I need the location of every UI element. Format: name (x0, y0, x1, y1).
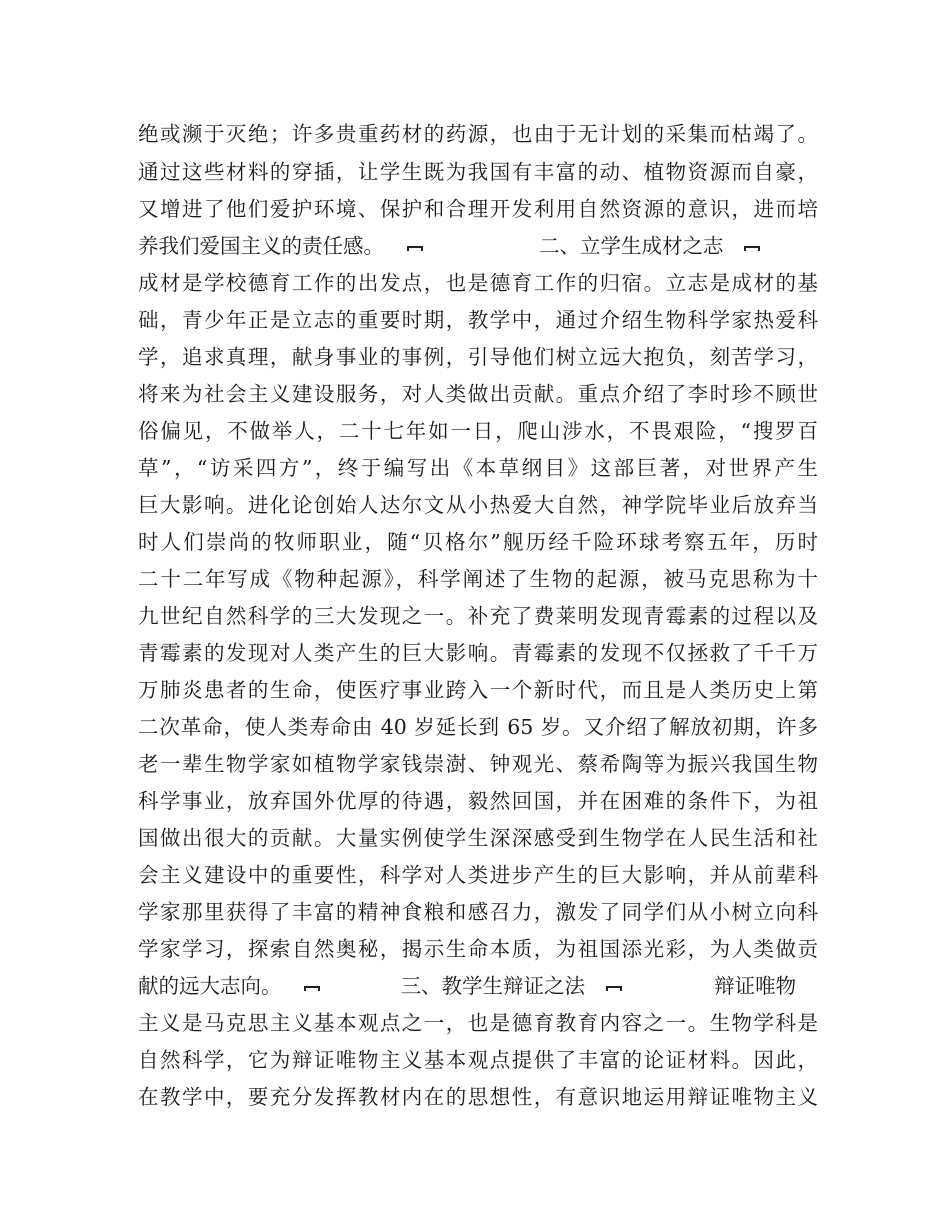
section-mark-icon (407, 241, 425, 255)
text-line: 老一辈生物学家如植物学家钱崇澍、钟观光、蔡希陶等为振兴我国生物 (138, 752, 818, 776)
text-segment: 献的远大志向。 (138, 974, 282, 998)
text-line: 二十二年写成《物种起源》，科学阐述了生物的起源，被马克思称为十 (138, 567, 818, 591)
text-line: 会主义建设中的重要性，科学对人类进步产生的巨大影响，并从前辈科 (138, 863, 818, 887)
text-line: 主义是马克思主义基本观点之一，也是德育教育内容之一。生物学科是 (138, 1011, 818, 1035)
section-mark-icon (606, 981, 624, 995)
text-line: 通过这些材料的穿插，让学生既为我国有丰富的动、植物资源而自豪， (138, 160, 818, 184)
section-heading: 三、教学生辩证之法 (400, 974, 586, 998)
text-line: 自然科学，它为辩证唯物主义基本观点提供了丰富的论证材料。因此， (138, 1048, 818, 1072)
text-line: 将来为社会主义建设服务，对人类做出贡献。重点介绍了李时珍不顾世 (138, 382, 818, 406)
section-heading: 二、立学生成材之志 (539, 234, 724, 258)
text-line-with-heading (138, 968, 818, 1004)
text-line: 绝或濒于灭绝；许多贵重药材的药源，也由于无计划的采集而枯竭了。 (138, 122, 818, 146)
section-mark-icon (304, 981, 322, 995)
text-line: 在教学中，要充分发挥教材内在的思想性，有意识地运用辩证唯物主义 (138, 1085, 818, 1109)
text-line: 础，青少年正是立志的重要时期，教学中，通过介绍生物科学家热爱科 (138, 308, 818, 332)
text-segment: 养我们爱国主义的责任感。 (138, 234, 384, 258)
text-line: 又增进了他们爱护环境、保护和合理开发利用自然资源的意识，进而培 (138, 197, 818, 221)
text-segment: 辩证唯物 (714, 974, 797, 998)
text-line: 青霉素的发现对人类产生的巨大影响。青霉素的发现不仅拯救了千千万 (138, 641, 818, 665)
section-mark-icon (744, 241, 762, 255)
text-line: 草”，“访采四方”，终于编写出《本草纲目》这部巨著，对世界产生 (138, 456, 818, 480)
text-line: 万肺炎患者的生命，使医疗事业跨入一个新时代，而且是人类历史上第 (138, 678, 818, 702)
text-line: 巨大影响。进化论创始人达尔文从小热爱大自然，神学院毕业后放弃当 (138, 493, 818, 517)
text-line: 学，追求真理，献身事业的事例，引导他们树立远大抱负，刻苦学习， (138, 345, 818, 369)
text-line: 俗偏见，不做举人，二十七年如一日，爬山涉水，不畏艰险，“搜罗百 (138, 419, 818, 443)
text-line-with-heading (138, 228, 818, 264)
text-line: 学家学习，探索自然奥秘，揭示生命本质，为祖国添光彩，为人类做贡 (138, 937, 818, 961)
text-line: 二次革命，使人类寿命由 40 岁延长到 65 岁。又介绍了解放初期，许多 (138, 715, 818, 739)
text-line: 学家那里获得了丰富的精神食粮和感召力，激发了同学们从小树立向科 (138, 900, 818, 924)
text-line: 九世纪自然科学的三大发现之一。补充了费莱明发现青霉素的过程以及 (138, 604, 818, 628)
text-line: 成材是学校德育工作的出发点，也是德育工作的归宿。立志是成材的基 (138, 271, 818, 295)
text-line: 时人们崇尚的牧师职业，随“贝格尔”舰历经千险环球考察五年，历时 (138, 530, 818, 554)
text-line: 国做出很大的贡献。大量实例使学生深深感受到生物学在人民生活和社 (138, 826, 818, 850)
text-line: 科学事业，放弃国外优厚的待遇，毅然回国，并在困难的条件下，为祖 (138, 789, 818, 813)
